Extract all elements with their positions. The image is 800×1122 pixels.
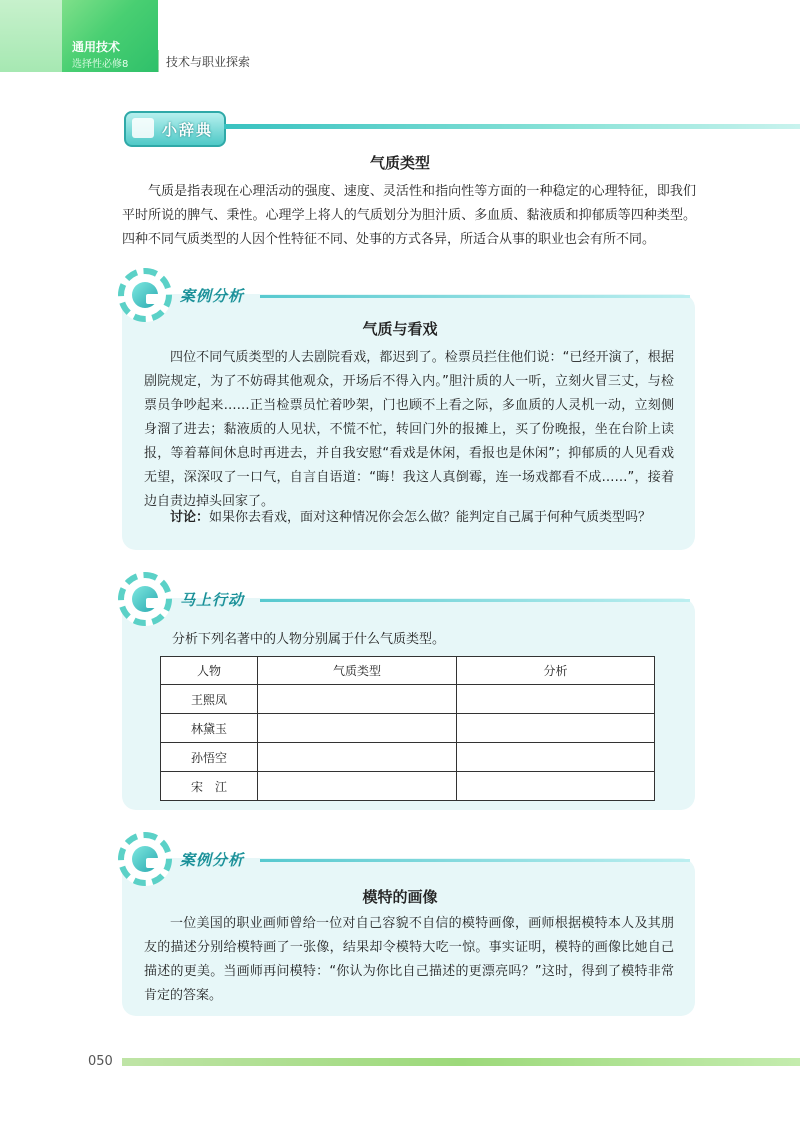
table-header: 分析 (457, 657, 655, 685)
case2-gear-mark (146, 858, 160, 868)
temperament-cell[interactable] (258, 714, 457, 743)
case1-body: 四位不同气质类型的人去剧院看戏，都迟到了。检票员拦住他们说：“已经开演了，根据剧院规定，为了不妨碍其他观众，开场后不得入内。”胆汁质的人一听，立刻火冒三丈，与检票员争吵起来……正当检票员忙着吵架，门也顾不上看之际，多血质的人灵机一动，立刻侧身溜了进去；黏液质的人见状，不慌不忙，转回门外的报摊上，买了份晚报，坐在台阶上读报，等着幕间休息时再进去，并自我安慰“看戏是休闲，看报也是休闲”；抑郁质的人见看戏无望，深深叹了一口气，自言自语道：“晦！我这人真倒霉，连一场戏都看不成……”，接着边自责边掉头回家了。 (144, 350, 674, 509)
action-gear-mark (146, 598, 160, 608)
book-subtitle: 选择性必修8 (72, 59, 129, 70)
table-row (161, 772, 655, 801)
footer-rule (122, 1058, 800, 1066)
action-instruction: 分析下列名著中的人物分别属于什么气质类型。 (172, 632, 446, 647)
chapter-title: 技术与职业探索 (166, 55, 251, 69)
dictionary-body: 气质是指表现在心理活动的强度、速度、灵活性和指向性等方面的一种稳定的心理特征，即我们平时所说的脾气、秉性。心理学上将人的气质划分为胆汁质、多血质、黏液质和抑郁质等四种类型。四种不同气质类型的人因个性特征不同、处事的方式各异，所适合从事的职业也会有所不同。 (122, 184, 696, 247)
analysis-cell[interactable] (457, 772, 655, 801)
header-divider (158, 50, 159, 72)
character-name: 宋 江 (161, 772, 258, 801)
action-tag: 马上行动 (180, 591, 245, 609)
page-number: 050 (88, 1054, 113, 1069)
action-gear-core (132, 586, 158, 612)
temperament-cell[interactable] (258, 772, 457, 801)
case2-gear-core (132, 846, 158, 872)
case1-discussion (170, 506, 680, 530)
case2-title: 模特的画像 (362, 888, 438, 906)
case2-body: 一位美国的职业画师曾给一位对自己容貌不自信的模特画像，画师根据模特本人及其朋友的描述分别给模特画了一张像，结果却令模特大吃一惊。事实证明，模特的画像比她自己描述的更美。当画师再问模特：“你认为你比自己描述的更漂亮吗？”这时，得到了模特非常肯定的答案。 (144, 916, 674, 1003)
book-title: 通用技术 (72, 40, 121, 54)
case1-gear-core (132, 282, 158, 308)
dictionary-rule (224, 124, 800, 129)
case1-tag-rule (260, 295, 690, 298)
book-icon (132, 118, 154, 138)
temperament-cell[interactable] (258, 743, 457, 772)
dictionary-badge-label: 小辞典 (162, 121, 214, 139)
case2-gear-icon (118, 832, 172, 886)
case1-gear-mark (146, 294, 160, 304)
case1-gear-icon (118, 268, 172, 322)
character-name: 孙悟空 (161, 743, 258, 772)
character-table (160, 656, 655, 801)
header-left-band (0, 0, 62, 72)
table-header: 气质类型 (258, 657, 457, 685)
temperament-cell[interactable] (258, 685, 457, 714)
analysis-cell[interactable] (457, 743, 655, 772)
table-row (161, 743, 655, 772)
analysis-cell[interactable] (457, 714, 655, 743)
dictionary-badge (124, 111, 226, 147)
case2-tag: 案例分析 (180, 851, 245, 869)
dictionary-title: 气质类型 (369, 154, 430, 172)
table-header: 人物 (161, 657, 258, 685)
table-row (161, 685, 655, 714)
character-name: 林黛玉 (161, 714, 258, 743)
case1-tag: 案例分析 (180, 287, 245, 305)
action-gear-icon (118, 572, 172, 626)
analysis-cell[interactable] (457, 685, 655, 714)
discussion-label: 讨论： (170, 510, 210, 525)
character-name: 王熙凤 (161, 685, 258, 714)
case1-title: 气质与看戏 (362, 320, 438, 338)
table-header-row (161, 657, 655, 685)
discussion-text: 如果你去看戏，面对这种情况你会怎么做？能判定自己属于何种气质类型吗？ (209, 510, 652, 525)
case2-tag-rule (260, 859, 690, 862)
table-row (161, 714, 655, 743)
action-tag-rule (260, 599, 690, 602)
